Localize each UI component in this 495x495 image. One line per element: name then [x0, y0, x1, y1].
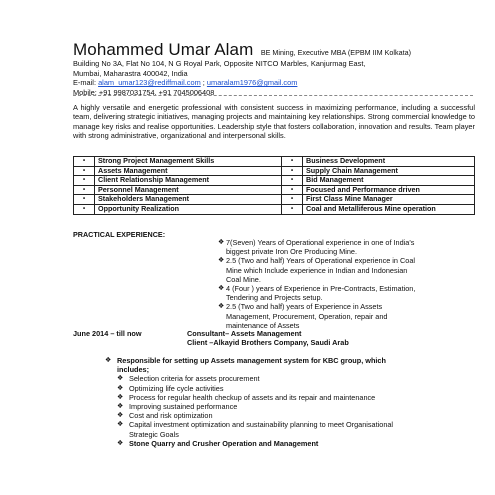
list-item — [218, 238, 423, 256]
list-item — [117, 384, 415, 393]
contact-block — [73, 59, 365, 97]
bullet-icon: • — [74, 166, 95, 176]
list-item-text: Improving sustained performance — [129, 402, 238, 412]
skill-cell: Assets Management — [95, 166, 282, 176]
list-item-text: 2.5 (Two and half) Years of Operational experience in Coal Mine which Include experience in Indian and Indonesian Coal Mine. — [226, 256, 416, 284]
practical-experience-heading: PRACTICAL EXPERIENCE: — [73, 230, 166, 239]
skill-cell: Supply Chain Management — [303, 166, 475, 176]
diamond-bullet-icon: ❖ — [117, 439, 124, 447]
profile-summary: A highly versatile and energetic professional with consistent success in maximizing performance, including a successful team, delivering strategic initiatives, managing projects and maintaining key relationships. Strong commercial knowledge to manage key risks and realise opportunities. Leadership style that fosters collaboration, innovation and results. Team player with strong administrative, organizational and interpersonal skills. — [73, 103, 475, 141]
skills-row — [74, 204, 475, 214]
email-line — [73, 78, 365, 88]
bullet-icon: • — [282, 157, 303, 167]
list-item-text: Stone Quarry and Crusher Operation and Management — [129, 438, 319, 448]
diamond-bullet-icon: ❖ — [117, 412, 124, 420]
bullet-icon: • — [282, 166, 303, 176]
header — [73, 40, 411, 60]
diamond-bullet-icon: ❖ — [117, 421, 124, 429]
address-line-1: Building No 3A, Flat No 104, N G Royal Park, Opposite NITCO Marbles, Kanjurmag East, — [73, 59, 366, 68]
diamond-bullet-icon: ❖ — [117, 403, 124, 411]
diamond-bullet-icon: ❖ — [218, 303, 225, 311]
bullet-icon: • — [74, 185, 95, 195]
list-item-text: 2.5 (Two and half) years of Experience in Assets Management, Procurement, Operation, repair and maintenance of Assets — [226, 302, 388, 330]
bullet-icon: • — [74, 157, 95, 167]
bullet-icon: • — [282, 185, 303, 195]
list-item-text: 7(Seven) Years of Operational experience in one of India's biggest private Iron Ore Producing Mine. — [226, 238, 415, 257]
bullet-icon: • — [74, 204, 95, 214]
skills-row — [74, 157, 475, 167]
email-separator: ; — [202, 78, 205, 88]
header-divider — [73, 95, 473, 96]
bullet-icon: • — [74, 195, 95, 205]
list-item-text: Selection criteria for assets procurement — [129, 374, 260, 384]
diamond-bullet-icon: ❖ — [218, 285, 225, 293]
list-item — [117, 411, 415, 420]
job-role — [187, 329, 349, 347]
bullet-icon: • — [282, 176, 303, 186]
skill-cell: Focused and Performance driven — [303, 185, 475, 195]
list-item-text: Capital investment optimization and sustainability planning to meet Organisational Strategic Goals — [129, 420, 394, 439]
bullet-icon: • — [282, 195, 303, 205]
responsibilities — [105, 356, 415, 448]
list-item — [117, 420, 415, 438]
email-label: E-mail: — [73, 78, 96, 88]
list-item — [117, 393, 415, 402]
skill-cell: Coal and Metalliferous Mine operation — [303, 204, 475, 214]
address-line-2: Mumbai, Maharastra 400042, India — [73, 68, 188, 78]
job-dates: June 2014 – till now — [73, 329, 142, 338]
candidate-name: Mohammed Umar Alam — [73, 40, 254, 59]
skill-cell: Business Development — [303, 157, 475, 167]
list-item — [218, 284, 423, 302]
job-client: Client –Alkayid Brothers Company, Saudi Arab — [187, 338, 349, 348]
diamond-bullet-icon: ❖ — [117, 393, 124, 401]
diamond-bullet-icon: ❖ — [105, 357, 112, 364]
email-link-1[interactable]: alam_umar123@rediffmail.com — [98, 78, 201, 88]
skill-cell: Stakeholders Management — [95, 195, 282, 205]
list-item — [117, 374, 415, 383]
responsibility-intro-text: Responsible for setting up Assets management system for KBC group, which includes; — [117, 356, 386, 375]
skill-cell: Client Relationship Management — [95, 176, 282, 186]
skill-cell: Strong Project Management Skills — [95, 157, 282, 167]
skill-cell: Bid Management — [303, 176, 475, 186]
responsibility-intro — [105, 356, 415, 374]
list-item — [218, 256, 423, 284]
mobile-line: Mobile: +91 9987031754, +91 7045006408 — [73, 87, 215, 97]
list-item-text: 4 (Four ) years of Experience in Pre-Contracts, Estimation, Tendering and Projects setup. — [226, 284, 416, 303]
list-item — [218, 302, 423, 330]
skills-table — [73, 156, 475, 215]
diamond-bullet-icon: ❖ — [117, 384, 124, 392]
practical-experience-list — [218, 238, 423, 330]
email-link-2[interactable]: umaralam1976@gmail.com — [206, 78, 298, 88]
skill-cell: Opportunity Realization — [95, 204, 282, 214]
bullet-icon: • — [74, 176, 95, 186]
diamond-bullet-icon: ❖ — [117, 375, 124, 383]
skill-cell: Personnel Management — [95, 185, 282, 195]
responsibility-list — [105, 374, 415, 448]
list-item — [117, 402, 415, 411]
bullet-icon: • — [282, 204, 303, 214]
list-item — [117, 439, 415, 448]
job-title: Consultant– Assets Management — [187, 329, 302, 338]
diamond-bullet-icon: ❖ — [218, 239, 225, 246]
list-item-text: Optimizing life cycle activities — [129, 383, 224, 393]
candidate-credentials: BE Mining, Executive MBA (EPBM IIM Kolkata) — [260, 48, 412, 57]
diamond-bullet-icon: ❖ — [218, 257, 225, 265]
list-item-text: Process for regular health checkup of assets and its repair and maintenance — [129, 392, 376, 402]
skills-row — [74, 176, 475, 186]
skill-cell: First Class Mine Manager — [303, 195, 475, 205]
list-item-text: Cost and risk optimization — [129, 411, 213, 421]
